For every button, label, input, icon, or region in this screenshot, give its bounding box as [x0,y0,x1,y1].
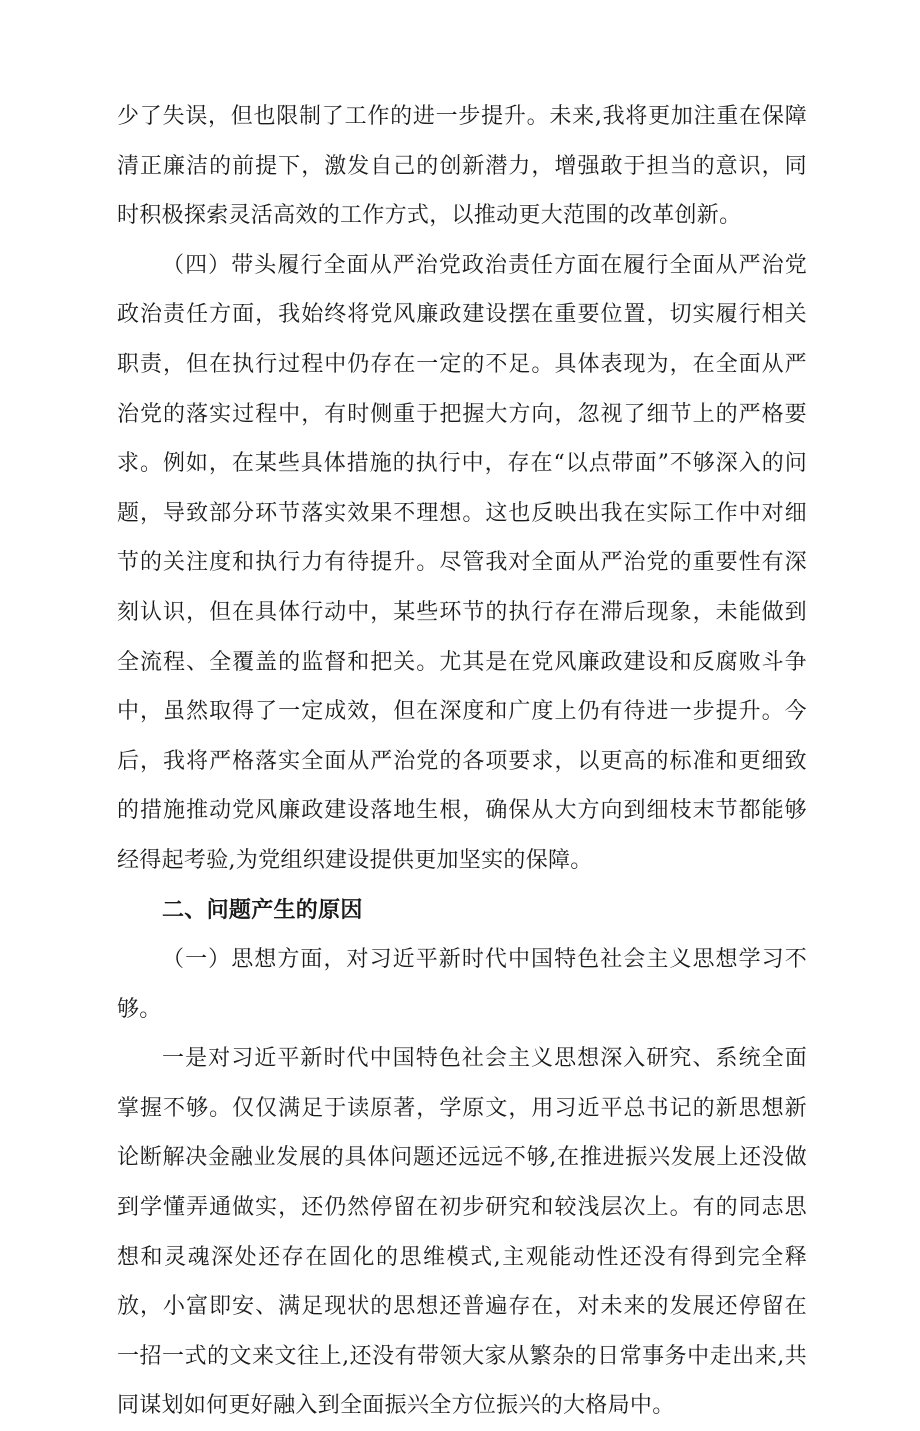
paragraph-continuation: 少了失误，但也限制了工作的进一步提升。未来,我将更加注重在保障清正廉洁的前提下，激发自己的创新潜力，增强敢于担当的意识，同时积极探索灵活高效的工作方式，以推动更大范围的改革创新。 [117,104,807,229]
document-body [117,92,807,1431]
paragraph-section-four: （四）带头履行全面从严治党政治责任方面在履行全面从严治党政治责任方面，我始终将党风廉政建设摆在重要位置，切实履行相关职责，但在执行过程中仍存在一定的不足。具体表现为，在全面从严治党的落实过程中，有时侧重于把握大方向，忽视了细节上的严格要求。例如，在某些具体措施的执行中，存在“以点带面”不够深入的问题，导致部分环节落实效果不理想。这也反映出我在实际工作中对细节的关注度和执行力有待提升。尽管我对全面从严治党的重要性有深刻认识，但在具体行动中，某些环节的执行存在滞后现象，未能做到全流程、全覆盖的监督和把关。尤其是在党风廉政建设和反腐败斗争中，虽然取得了一定成效，但在深度和广度上仍有待进一步提升。今后，我将严格落实全面从严治党的各项要求，以更高的标准和更细致的措施推动党风廉政建设落地生根，确保从大方向到细枝末节都能够经得起考验,为党组织建设提供更加坚实的保障。 [117,252,807,873]
paragraph-subsection-one: （一）思想方面，对习近平新时代中国特色社会主义思想学习不够。 [117,947,807,1022]
paragraph-point-one: 一是对习近平新时代中国特色社会主义思想深入研究、系统全面掌握不够。仅仅满足于读原著，学原文，用习近平总书记的新思想新论断解决金融业发展的具体问题还远远不够,在推进振兴发展上还没做到学懂弄通做实，还仍然停留在初步研究和较浅层次上。有的同志思想和灵魂深处还存在固化的思维模式,主观能动性还没有得到完全释放，小富即安、满足现状的思想还普遍存在，对未来的发展还停留在一招一式的文来文往上,还没有带领大家从繁杂的日常事务中走出来,共同谋划如何更好融入到全面振兴全方位振兴的大格局中。 [117,1046,807,1419]
section-heading-causes: 二、问题产生的原因 [162,897,363,923]
